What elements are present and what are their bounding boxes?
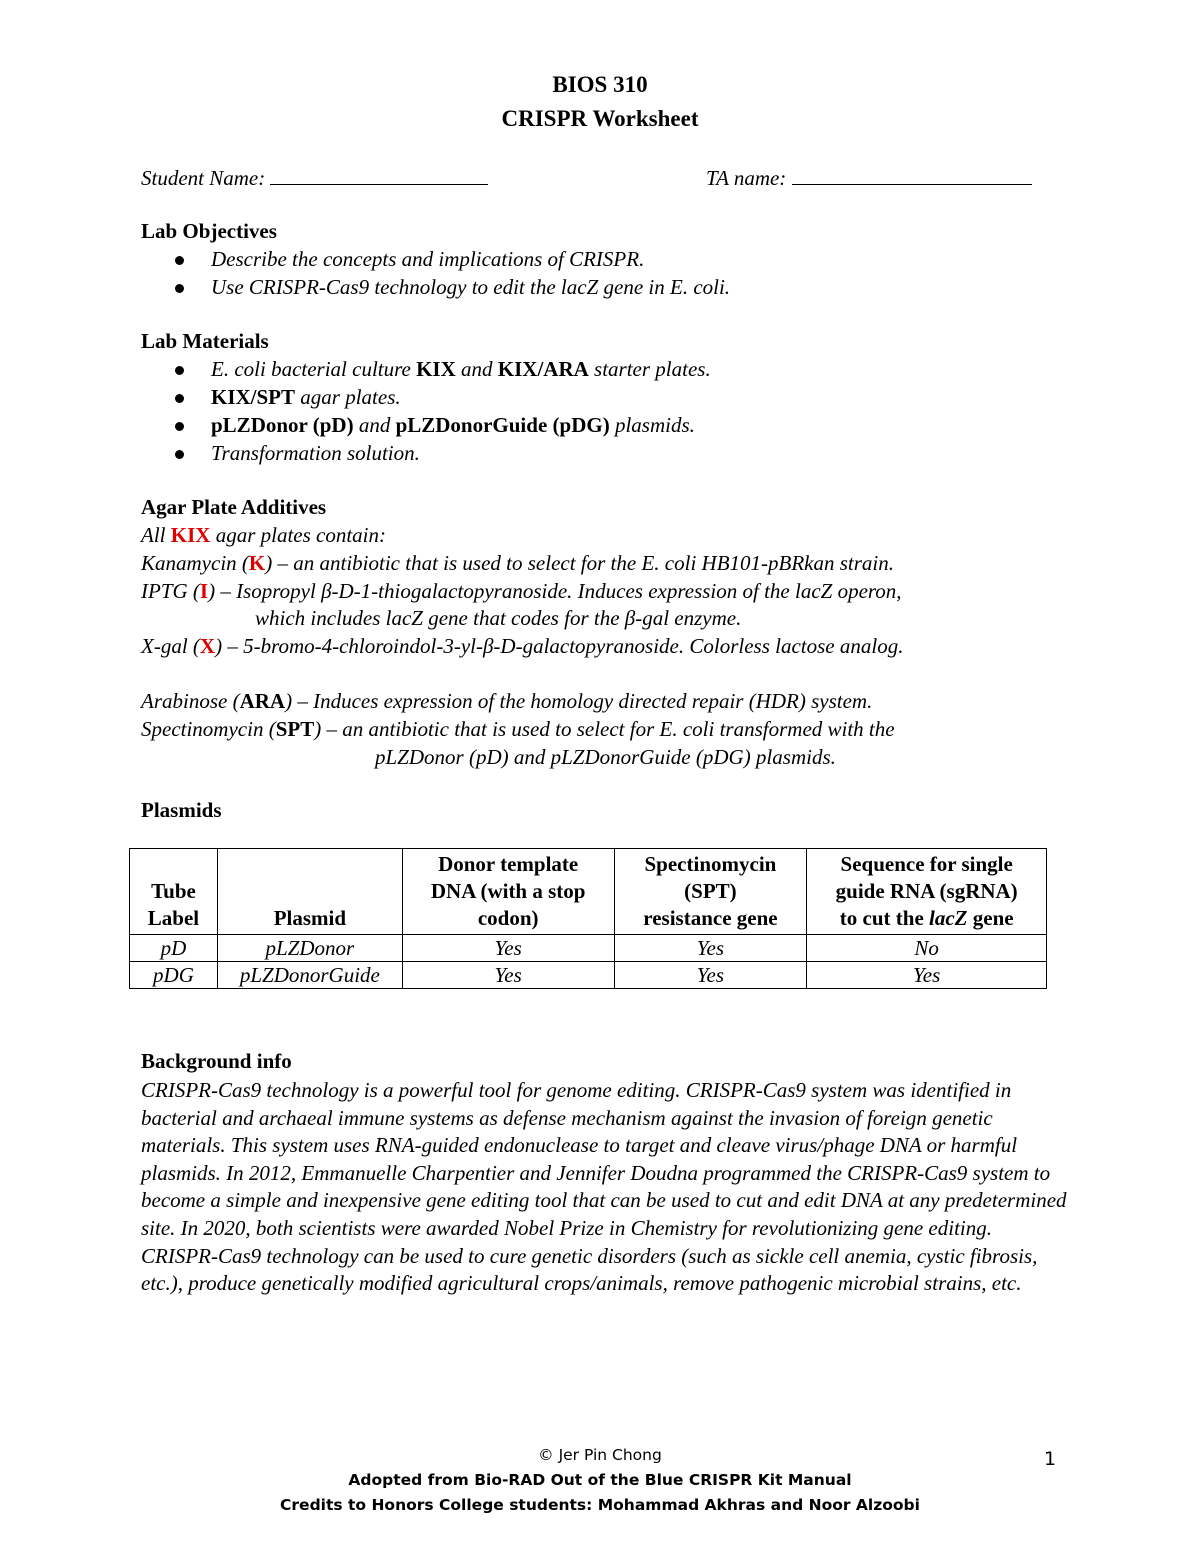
additive-kanamycin: Kanamycin (K) – an antibiotic that is used to select for the E. coli HB101-pBRkan strain.: [141, 551, 894, 575]
footer-adopted: Adopted from Bio-RAD Out of the Blue CRISPR Kit Manual: [348, 1471, 852, 1489]
material-item: Transformation solution.: [211, 441, 420, 465]
table-row: [130, 935, 1047, 962]
cell-sgrna: No: [807, 935, 1047, 962]
material-item: pLZDonor (pD) and pLZDonorGuide (pDG) plasmids.: [211, 413, 695, 437]
page-number: 1: [1044, 1448, 1057, 1470]
plasmids-heading: Plasmids: [141, 798, 222, 822]
additive-spectinomycin: Spectinomycin (SPT) – an antibiotic that is used to select for E. coli transformed with the: [141, 717, 895, 741]
bullet-icon: [175, 450, 184, 459]
additive-xgal: X-gal (X) – 5-bromo-4-chloroindol-3-yl-β-D-galactopyranoside. Colorless lactose analog.: [141, 634, 904, 658]
course-code: BIOS 310: [552, 72, 648, 97]
bullet-icon: [175, 422, 184, 431]
additive-arabinose: Arabinose (ARA) – Induces expression of the homology directed repair (HDR) system.: [141, 689, 873, 713]
cell-tube: pD: [130, 935, 218, 962]
bullet-icon: [175, 366, 184, 375]
cell-donor: Yes: [402, 962, 614, 989]
cell-plasmid: pLZDonor: [217, 935, 402, 962]
material-item: E. coli bacterial culture KIX and KIX/ARA starter plates.: [211, 357, 711, 381]
material-item: KIX/SPT agar plates.: [211, 385, 401, 409]
cell-donor: Yes: [402, 935, 614, 962]
student-name-field[interactable]: [141, 165, 488, 191]
ta-name-blank[interactable]: [792, 166, 1032, 185]
column-header-tube: Tube Label: [130, 849, 218, 935]
additives-intro: All KIX agar plates contain:: [141, 523, 387, 547]
objective-item: Describe the concepts and implications of CRISPR.: [211, 247, 645, 271]
student-name-blank[interactable]: [270, 166, 488, 185]
bullet-icon: [175, 284, 184, 293]
additives-heading: Agar Plate Additives: [141, 495, 327, 519]
additive-spectinomycin-continued: pLZDonor (pD) and pLZDonorGuide (pDG) plasmids.: [375, 745, 836, 769]
cell-spectinomycin: Yes: [614, 935, 807, 962]
objectives-heading: Lab Objectives: [141, 219, 277, 243]
cell-spectinomycin: Yes: [614, 962, 807, 989]
page-title: CRISPR Worksheet: [501, 106, 699, 131]
column-header-sgrna: Sequence for single guide RNA (sgRNA) to cut the lacZ gene: [807, 849, 1047, 935]
plasmids-table: [129, 848, 1047, 989]
background-paragraph: CRISPR-Cas9 technology is a powerful tool for genome editing. CRISPR-Cas9 system was identified in bacterial and archaeal immune systems as defense mechanism against the invasion of foreign genetic materials. This system uses RNA-guided endonuclease to target and cleave virus/phage DNA or harmful plasmids. In 2012, Emmanuelle Charpentier and Jennifer Doudna programmed the CRISPR-Cas9 system to become a simple and inexpensive gene editing tool that can be used to cut and edit DNA at any predetermined site. In 2020, both scientists were awarded Nobel Prize in Chemistry for revolutionizing gene editing. CRISPR-Cas9 technology can be used to cure genetic disorders (such as sickle cell anemia, cystic fibrosis, etc.), produce genetically modified agricultural crops/animals, remove pathogenic microbial strains, etc.: [141, 1078, 1067, 1296]
column-header-donor: Donor template DNA (with a stop codon): [402, 849, 614, 935]
bullet-icon: [175, 256, 184, 265]
additive-iptg: IPTG (I) – Isopropyl β-D-1-thiogalactopyranoside. Induces expression of the lacZ operon,: [141, 579, 902, 603]
column-header-plasmid: Plasmid: [217, 849, 402, 935]
background-heading: Background info: [141, 1049, 292, 1073]
materials-heading: Lab Materials: [141, 329, 269, 353]
column-header-spectinomycin: Spectinomycin (SPT) resistance gene: [614, 849, 807, 935]
student-name-label: Student Name:: [141, 166, 266, 190]
table-row: [130, 962, 1047, 989]
cell-tube: pDG: [130, 962, 218, 989]
ta-name-label: TA name:: [706, 166, 787, 190]
footer-credits: Credits to Honors College students: Mohammad Akhras and Noor Alzoobi: [280, 1496, 920, 1514]
cell-sgrna: Yes: [807, 962, 1047, 989]
cell-plasmid: pLZDonorGuide: [217, 962, 402, 989]
bullet-icon: [175, 394, 184, 403]
ta-name-field[interactable]: [706, 165, 1032, 191]
additive-iptg-continued: which includes lacZ gene that codes for the β-gal enzyme.: [255, 606, 742, 630]
footer-copyright: © Jer Pin Chong: [538, 1446, 662, 1464]
objective-item: Use CRISPR-Cas9 technology to edit the lacZ gene in E. coli.: [211, 275, 731, 299]
table-header-row: [130, 849, 1047, 935]
kix-highlight: KIX: [170, 523, 211, 547]
